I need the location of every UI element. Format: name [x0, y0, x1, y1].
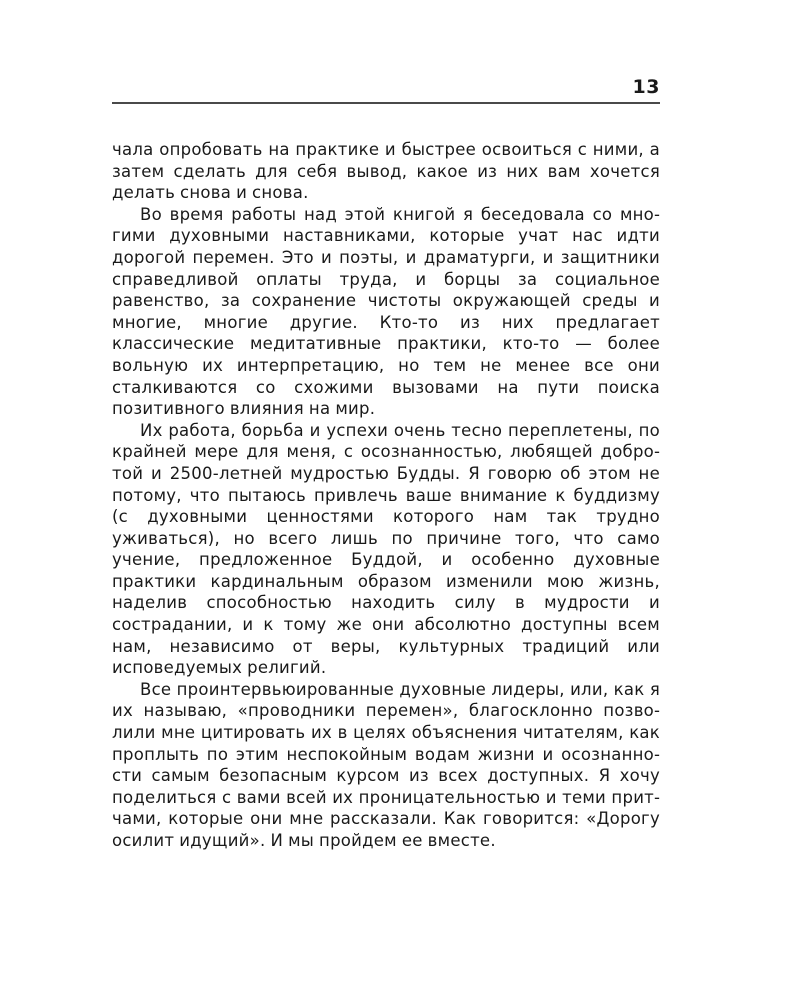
header-rule [112, 102, 660, 104]
body-text [112, 139, 660, 852]
paragraph-continuation: чала опробовать на практике и быстрее освоиться с ними, а затем сделать для себя вывод, какое из них вам хочется делать снова и снова. [112, 140, 660, 203]
paragraph: Их работа, борьба и успехи очень тесно переплетены, по крайней мере для меня, с осознанностью, любящей добротой и 2500-летней мудростью Будды. Я говорю об этом не потому, что пытаюсь привлечь ваше внимание к буддизму (с духовными ценностями которого нам так трудно уживаться), но всего лишь по причине того, что само учение, предложенное Буддой, и особенно духовные практики кардинальным образом изменили мою жизнь, наделив способностью находить силу в мудрости и сострадании, и к тому же они абсолютно доступны всем нам, независимо от веры, культурных традиций или исповедуемых религий. [112, 420, 660, 678]
page-number: 13 [632, 76, 660, 98]
page-header [112, 74, 660, 104]
paragraph: Во время работы над этой книгой я беседовала со многими духовными наставниками, которые учат нас идти дорогой перемен. Это и поэты, и драматурги, и защитники справедливой оплаты труда, и борцы за социальное равенство, за сохранение чистоты окружающей среды и многие, многие другие. Кто-то из них предлагает классические медитативные практики, кто-то — более вольную их интерпретацию, но тем не менее все они сталкиваются со схожими вызовами на пути поиска позитивного влияния на мир. [112, 204, 660, 419]
paragraph: Все проинтервьюированные духовные лидеры, или, как я их называю, «проводники перемен», благосклонно позволили мне цитировать их в целях объяснения читателям, как проплыть по этим неспокойным водам жизни и осознанности самым безопасным курсом из всех доступных. Я хочу поделиться с вами всей их проницательностью и теми притчами, которые они мне рассказали. Как говорится: «Дорогу осилит идущий». И мы пройдем ее вместе. [112, 679, 660, 850]
